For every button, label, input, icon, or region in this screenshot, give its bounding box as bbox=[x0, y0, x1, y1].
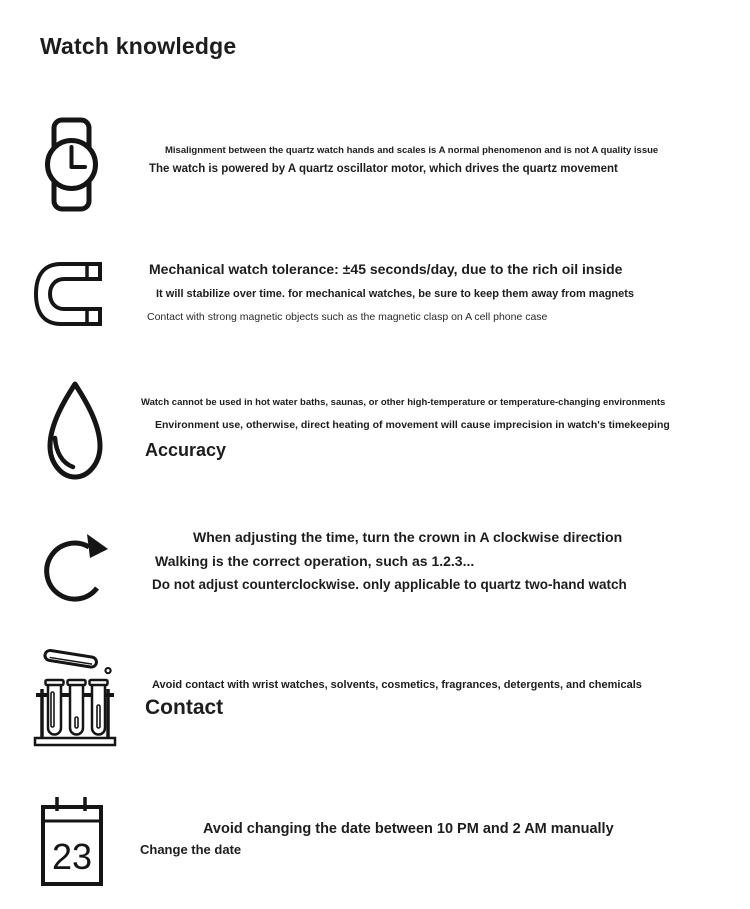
clockwise-arrow-icon bbox=[42, 527, 112, 611]
calendar-day-number: 23 bbox=[51, 836, 93, 877]
accuracy-heading: Accuracy bbox=[145, 440, 227, 460]
crown-clockwise-note: When adjusting the time, turn the crown in A clockwise direction bbox=[193, 529, 623, 545]
counterclockwise-warning: Do not adjust counterclockwise. only applicable to quartz two-hand watch bbox=[152, 577, 627, 592]
magnet-contact-note: Contact with strong magnetic objects such as the magnetic clasp on A cell phone case bbox=[147, 311, 548, 323]
contact-heading: Contact bbox=[145, 696, 224, 719]
quartz-note-small: Misalignment between the quartz watch hands and scales is A normal phenomenon and is not A quality issue bbox=[165, 145, 659, 156]
change-date-label: Change the date bbox=[140, 842, 242, 857]
page-title: Watch knowledge bbox=[40, 33, 237, 59]
wristwatch-icon bbox=[45, 117, 98, 212]
temperature-note-small: Watch cannot be used in hot water baths, saunas, or other high-temperature or temperature-changing environments bbox=[141, 397, 666, 408]
walking-note: Walking is the correct operation, such as 1.2.3... bbox=[155, 553, 475, 569]
temperature-note-main: Environment use, otherwise, direct heating of movement will cause imprecision in watch's timekeeping bbox=[155, 419, 670, 431]
quartz-note-main: The watch is powered by A quartz oscillator motor, which drives the quartz movement bbox=[149, 163, 618, 175]
magnet-warning: It will stabilize over time. for mechanical watches, be sure to keep them away from magnets bbox=[156, 288, 635, 300]
tolerance-headline: Mechanical watch tolerance: ±45 seconds/day, due to the rich oil inside bbox=[149, 261, 623, 277]
magnet-icon bbox=[34, 262, 102, 326]
date-change-warning: Avoid changing the date between 10 PM and 2 AM manually bbox=[203, 821, 614, 837]
calendar-icon bbox=[40, 795, 104, 887]
test-tubes-icon bbox=[33, 645, 117, 748]
chemicals-warning: Avoid contact with wrist watches, solvents, cosmetics, fragrances, detergents, and chemicals bbox=[152, 679, 642, 691]
water-drop-icon bbox=[42, 380, 108, 482]
